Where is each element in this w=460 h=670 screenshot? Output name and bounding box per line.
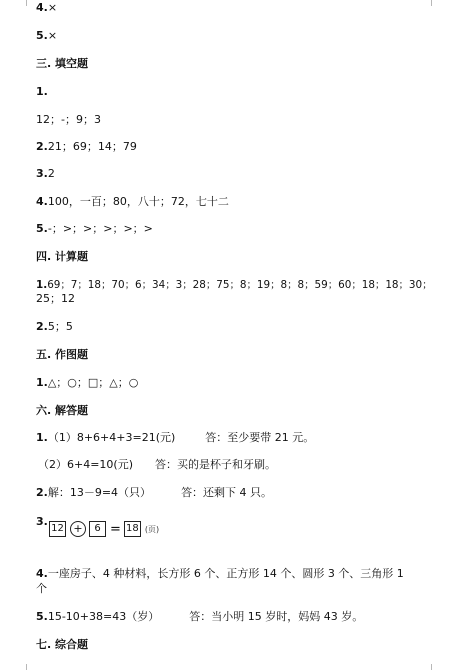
answer-text: 21；69；14；79: [47, 140, 137, 153]
answer-text: 5；5: [47, 320, 73, 333]
answer-line: [36, 1, 57, 15]
item-number: 3.: [36, 167, 48, 180]
item-number: 1.: [36, 85, 48, 98]
item-number: 2.: [36, 140, 48, 153]
item-number: 1.: [36, 279, 48, 291]
section-heading: 四. 计算题: [36, 250, 89, 263]
answer-text: 答：买的是杯子和牙刷。: [155, 458, 277, 471]
equation-box: 18: [124, 521, 141, 537]
answer-text: 12；-；9；3: [36, 113, 101, 126]
section-heading: 三. 填空题: [36, 57, 89, 70]
equals-sign: =: [110, 521, 121, 537]
answer-line: [36, 567, 404, 581]
answer-text: （2）6+4=10(元): [38, 458, 134, 471]
answer-line: [36, 376, 138, 390]
section-heading: 七. 综合题: [36, 638, 89, 651]
unit-label: (页): [144, 524, 160, 534]
answer-text: 个: [36, 582, 47, 595]
operator-circle: +: [70, 521, 86, 537]
answer-line: [36, 431, 314, 445]
item-number: 5.: [36, 29, 48, 42]
answer-line: [36, 85, 48, 99]
answer-line: [36, 29, 57, 43]
item-number: 2.: [36, 486, 48, 499]
answer-text: 69；7；18；70；6；34；3；28；75；8；19；8；8；59；60；18；18；30；: [47, 279, 433, 291]
answer-text: 25；12: [36, 292, 75, 305]
item-number: 1.: [36, 431, 48, 444]
answer-line: [36, 278, 433, 292]
answer-text: 2: [47, 167, 55, 180]
answer-text: 答：当小明 15 岁时，妈妈 43 岁。: [189, 610, 364, 623]
answer-text: -；>；>；>；>；>: [47, 222, 153, 235]
answer-text: （1）8+6+4+3=21(元): [47, 431, 176, 444]
answer-line: [36, 140, 137, 154]
answer-line: [36, 195, 229, 209]
answer-text: 一座房子、4 种材料，长方形 6 个、正方形 14 个、圆形 3 个、三角形 1: [47, 567, 404, 580]
item-number: 5.: [36, 610, 48, 623]
item-number: 4.: [36, 195, 48, 208]
answer-text: 100，一百；80，八十；72，七十二: [47, 195, 229, 208]
equation: [46, 521, 159, 537]
answer-line: [38, 458, 276, 472]
answer-text: ×: [47, 1, 58, 14]
answer-line: [36, 222, 153, 236]
page-corner-mark: [22, 664, 27, 670]
item-number: 4.: [36, 567, 48, 580]
item-number: 4.: [36, 1, 48, 14]
item-number: 1.: [36, 376, 48, 389]
page-corner-mark: [431, 0, 436, 6]
answer-line: [36, 610, 363, 624]
page-corner-mark: [22, 0, 27, 6]
item-number: 2.: [36, 320, 48, 333]
section-heading: 六. 解答题: [36, 404, 89, 417]
answer-line: [36, 167, 55, 181]
item-number: 5.: [36, 222, 48, 235]
answer-text: ×: [47, 29, 58, 42]
answer-text: △；○；□；△；○: [47, 376, 139, 389]
item-number: 3.: [36, 515, 48, 528]
answer-text: 答：还剩下 4 只。: [181, 486, 273, 499]
answer-text: 答：至少要带 21 元。: [205, 431, 315, 444]
answer-text: 解：13－9=4（只）: [47, 486, 152, 499]
answer-line: [36, 486, 272, 500]
answer-text: 15-10+38=43（岁）: [47, 610, 160, 623]
section-heading: 五. 作图题: [36, 348, 89, 361]
page-corner-mark: [431, 664, 436, 670]
equation-box: 6: [89, 521, 106, 537]
equation-box: 12: [49, 521, 66, 537]
answer-line: [36, 320, 73, 334]
